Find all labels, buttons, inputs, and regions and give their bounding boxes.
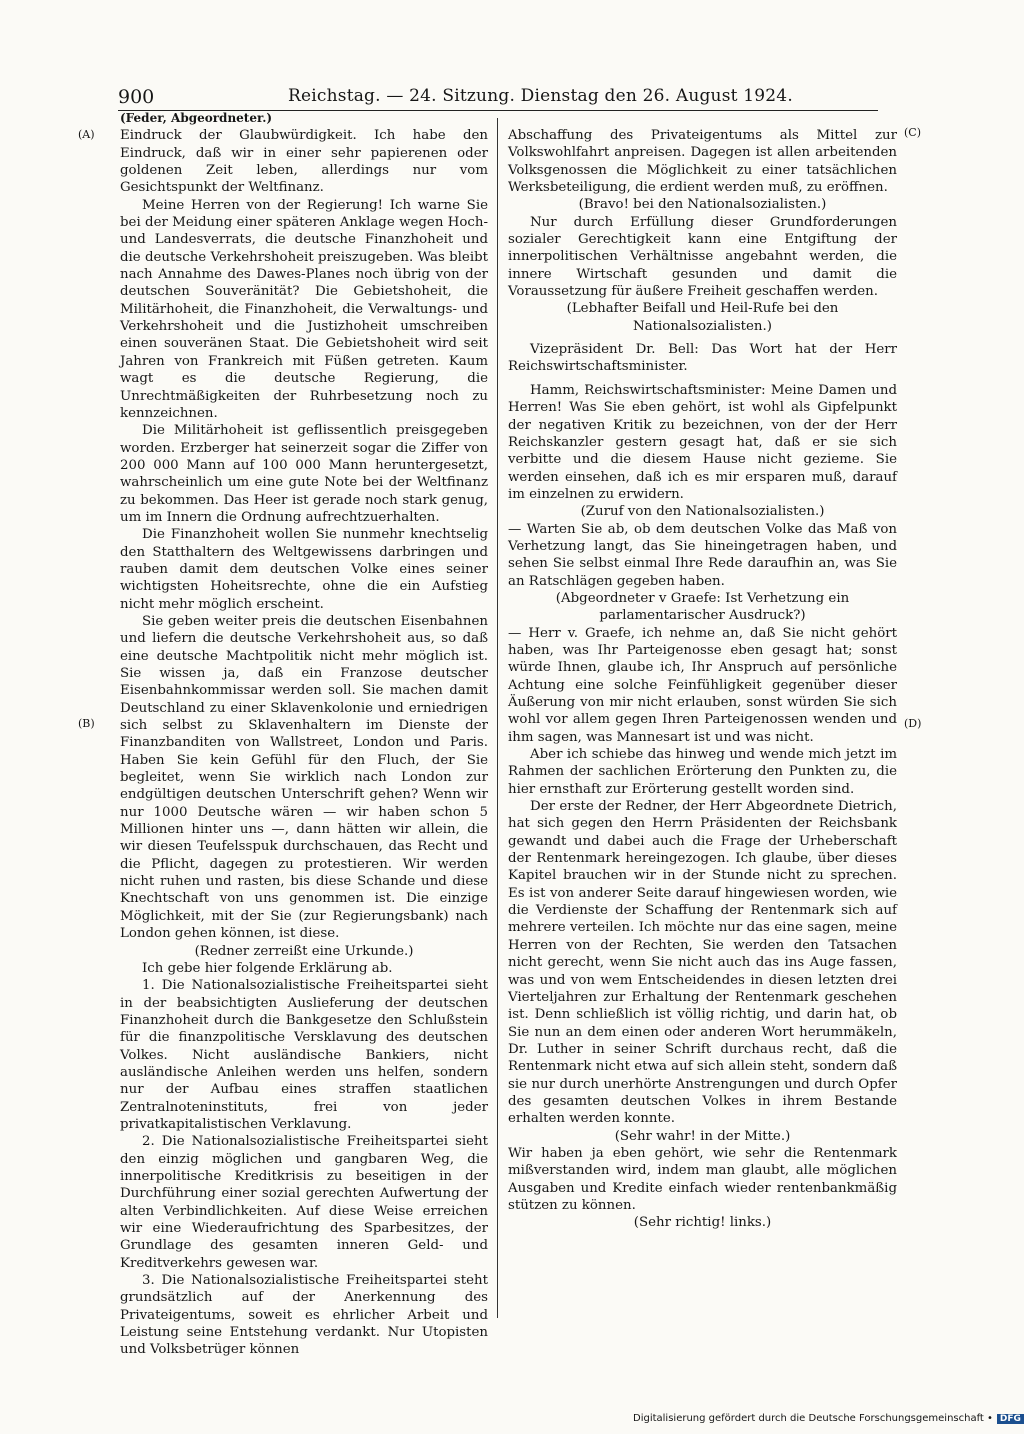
dfg-logo: DFG: [997, 1414, 1024, 1424]
paragraph: Wir haben ja eben gehört, wie sehr die Rentenmark mißverstanden wird, indem man glaubt, alle möglichen Ausgaben und Kredite einfach wieder rentenbankmäßig stützen zu können.: [508, 1145, 897, 1213]
left-column: [120, 110, 488, 1359]
paragraph: Die Militärhoheit ist geflissentlich preisgegeben worden. Erzberger hat seinerzeit sogar die Ziffer von 200 000 Mann auf 100 000 Mann heruntergesetzt, wahrscheinlich um eine gute Note bei der Weltfinanz zu bekommen. Das Heer ist gerade noch stark genug, um im Innern die Ordnung aufrechtzuerhalten.: [120, 423, 488, 525]
paragraph: Die Finanzhoheit wollen Sie nunmehr knechtselig den Statthaltern des Weltgewissens darbringen und rauben damit dem deutschen Volke eines seiner wichtigsten Hoheitsrechte, ohne die ein Aufstieg nicht mehr möglich erscheint.: [120, 527, 488, 612]
margin-mark-a: (A): [78, 128, 95, 141]
interjection: (Zuruf von den Nationalsozialisten.): [580, 504, 825, 520]
interjection: (Bravo! bei den Nationalsozialisten.): [578, 197, 827, 213]
right-column: [508, 127, 897, 1232]
page-number: 900: [118, 86, 155, 108]
paragraph: Abschaffung des Privateigentums als Mittel zur Volkswohlfahrt anpreisen. Dagegen ist allen arbeitenden Volksgenossen die Möglichkeit zu einer tatsächlichen Werksbeteiligung, die erdient werden muß, zu eröffnen.: [508, 128, 897, 196]
margin-mark-b: (B): [78, 717, 95, 730]
paragraph: — Herr v. Graefe, ich nehme an, daß Sie nicht gehört haben, was Ihr Parteigenosse eben gesagt hat; sonst würde Ihnen, glaube ich, Ihr Anspruch auf persönliche Achtung eine solche Feinfühligkeit gegenüber dieser Äußerung von mir nicht erlauben, sonst würden Sie sich wohl vor allem gegen Ihren Parteigenossen wenden und ihm sagen, was Mannesart ist und was nicht.: [508, 625, 897, 745]
page-header: [118, 86, 878, 110]
paragraph: Der erste der Redner, der Herr Abgeordnete Dietrich, hat sich gegen den Herrn Präsidenten der Reichsbank gewandt und dabei auch die Frage der Urheberschaft der Rentenmark hereingezogen. Ich glaube, über dieses Kapitel brauchen wir in der Stunde nicht zu sprechen. Es ist von anderer Seite darauf hingewiesen worden, wie die Verdienste der Schaffung der Rentenmark sich auf mehrere verteilen. Ich möchte nur das eine sagen, meine Herren von der Rechten, Sie werden den Tatsachen nicht gerecht, wenn Sie nicht auch das ins Auge fassen, was und von wem Entscheidendes in diesen letzten drei Vierteljahren zur Erhaltung der Rentenmark geschehen ist. Denn schließlich ist völlig richtig, und darin hat, ob Sie nun an dem einen oder anderen Wort herummäkeln, Dr. Luther in seiner Schrift durchaus recht, daß die Rentenmark nicht etwa auf sich allein steht, sondern daß sie nur durch unerhörte Anstrengungen und durch Opfer des gesamten deutschen Volkes in ihrem Bestande erhalten werden konnte.: [508, 799, 897, 1127]
paragraph: Ich gebe hier folgende Erklärung ab.: [142, 960, 393, 976]
margin-mark-c: (C): [904, 126, 921, 139]
paragraph: — Warten Sie ab, ob dem deutschen Volke das Maß von Verhetzung langt, das Sie hineingetragen haben, und sehen Sie selbst einmal Ihre Rede daraufhin an, was Sie an Ratschlägen gegeben haben.: [508, 521, 897, 589]
footer-text: Digitalisierung gefördert durch die Deutsche Forschungsgemeinschaft •: [633, 1413, 993, 1424]
speaker-bell: Vizepräsident Dr. Bell: Das Wort hat der Herr Reichswirtschaftsminister.: [508, 342, 897, 375]
interjection: (Lebhafter Beifall und Heil-Rufe bei den Nationalsozialisten.): [566, 301, 839, 334]
paragraph: Sie geben weiter preis die deutschen Eisenbahnen und liefern die deutsche Verkehrshoheit aus, so daß eine deutsche Machtpolitik nicht mehr möglich ist. Sie wissen ja, daß ein Franzose deutscher Eisenbahnkommissar werden soll. Sie machen damit Deutschland zu einer Sklavenkolonie und erniedrigen sich selbst zu Sklavenhaltern im Dienste der Finanzbanditen von Wallstreet, London und Paris. Haben Sie kein Gefühl für den Fluch, der Sie begleitet, wenn Sie wirklich nach London zur endgültigen deutschen Unterschrift gehen? Wenn wir nur 1000 Deutsche wären — wir haben schon 5 Millionen hinter uns —, dann hätten wir allein, die wir diesen Teufelsspuk durchschauen, das Recht und die Pflicht, dagegen zu protestieren. Wir werden nicht ruhen und rasten, bis diese Schande und diese Knechtschaft von uns genommen ist. Die einzige Möglichkeit, mit der Sie (zur Regierungsbank) nach London gehen können, ist diese.: [120, 613, 488, 942]
digitization-footer: [633, 1413, 1024, 1424]
column-separator: [497, 118, 498, 1318]
interjection: (Abgeordneter v Graefe: Ist Verhetzung ein parlamentarischer Ausdruck?): [555, 590, 850, 624]
declaration-point-1: 1. Die Nationalsozialistische Freiheitspartei sieht in der beabsichtigten Auslieferung der deutschen Finanzhoheit durch die Bankgesetze den Schlußstein für die finanzpolitische Versklavung des deutschen Volkes. Nicht ausländische Bankiers, nicht ausländische Anleihen werden uns helfen, sondern nur der Aufbau eines straffen staatlichen Zentralnoteninstituts, frei von jeder privatkapitalistischen Verklavung.: [120, 978, 488, 1132]
paragraph: Nur durch Erfüllung dieser Grundforderungen sozialer Gerechtigkeit kann eine Entgiftung der innerpolitischen Verhältnisse angebahnt werden, die innere Wirtschaft gesunden und damit die Voraussetzung für äußere Freiheit geschaffen werden.: [508, 214, 897, 300]
declaration-point-3: 3. Die Nationalsozialistische Freiheitspartei steht grundsätzlich auf der Anerkennung des Privateigentums, soweit es ehrlicher Arbeit und Leistung seine Entstehung verdankt. Nur Utopisten und Volksbetrüger können: [120, 1273, 488, 1358]
interjection: (Sehr wahr! in der Mitte.): [614, 1128, 791, 1144]
speaker-hamm: Hamm, Reichswirtschaftsminister: Meine Damen und Herren! Was Sie eben gehört, ist wohl als Gipfelpunkt der negativen Kritik zu bezeichnen, von der der Herr Reichskanzler gestern gesagt hat, daß er sie sich verbitte und die diesem Hause nicht gezieme. Sie werden einsehen, daß ich es mir ersparen muß, darauf im einzelnen zu erwidern.: [508, 382, 897, 502]
paragraph: Meine Herren von der Regierung! Ich warne Sie bei der Meidung einer späteren Anklage wegen Hoch- und Landesverrats, die deutsche Finanzhoheit und die deutsche Verkehrshoheit preiszugeben. Was bleibt nach Annahme des Dawes-Planes noch übrig von der deutschen Souveränität? Die Gebietshoheit, die Militärhoheit, die Finanzhoheit, die Verwaltungs- und Verkehrshoheit und die Justizhoheit umschreiben einen souveränen Staat. Die Gebietshoheit wird seit Jahren von Frankreich mit Füßen getreten. Kaum wagt es die deutsche Regierung, die Unrechtmäßigkeiten der Ruhrbesetzung noch zu kennzeichnen.: [120, 197, 488, 421]
interjection: (Sehr richtig! links.): [633, 1215, 772, 1231]
stage-direction: (Redner zerreißt eine Urkunde.): [194, 943, 414, 959]
running-title: Reichstag. — 24. Sitzung. Dienstag den 26. August 1924.: [288, 86, 793, 106]
speaker-tag: (Feder, Abgeordneter.): [120, 111, 273, 125]
declaration-point-2: 2. Die Nationalsozialistische Freiheitspartei sieht den einzig möglichen und gangbaren Weg, die innerpolitische Kreditkrisis zu beseitigen in der Durchführung einer sozial gerechten Aufwertung der alten Verbindlichkeiten. Auf diese Weise erreichen wir eine Wiederaufrichtung des Sparbesitzes, der Grundlage des gesamten inneren Geld- und Kreditverkehrs gewesen war.: [120, 1134, 488, 1271]
paragraph: Aber ich schiebe das hinweg und wende mich jetzt im Rahmen der sachlichen Erörterung den Punkten zu, die hier ernsthaft zur Erörterung gestellt worden sind.: [508, 747, 897, 797]
margin-mark-d: (D): [904, 717, 922, 730]
paragraph: Eindruck der Glaubwürdigkeit. Ich habe den Eindruck, daß wir in einer sehr papierenen oder goldenen Zeit leben, allerdings nur vom Gesichtspunkt der Weltfinanz.: [120, 128, 488, 196]
